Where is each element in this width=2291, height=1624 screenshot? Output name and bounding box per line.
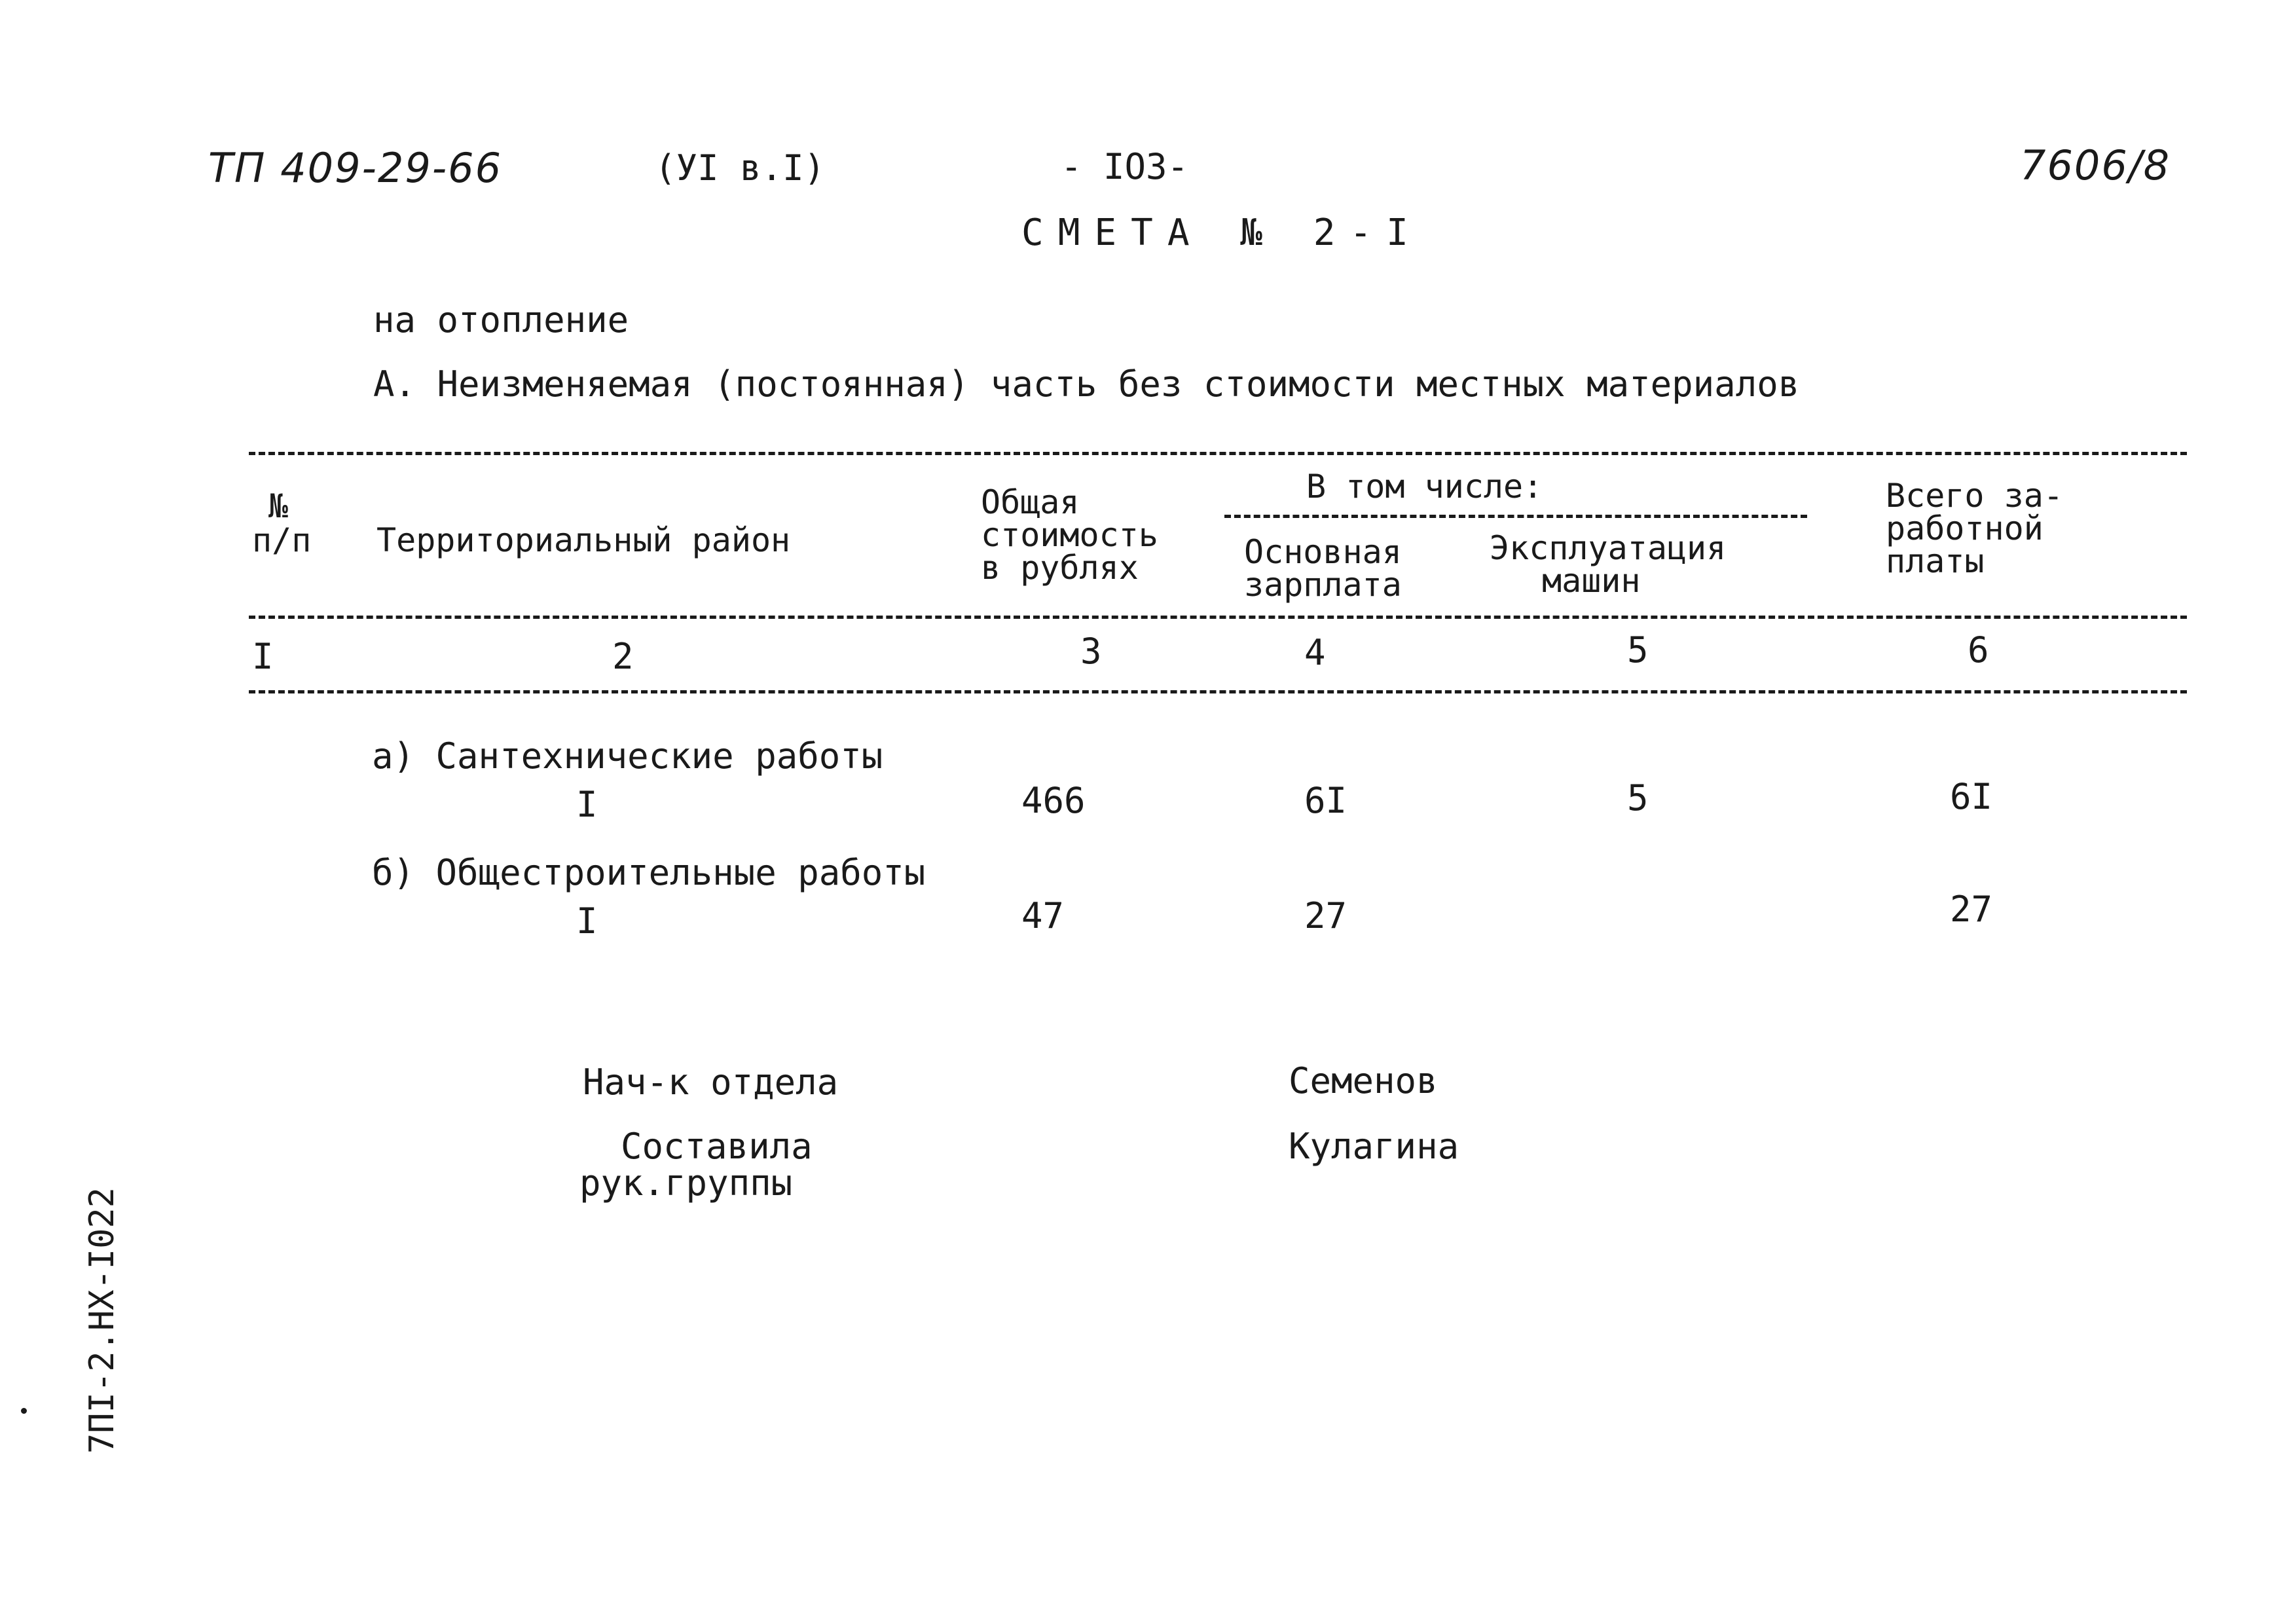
column-number-4: 4 [1304,632,1326,673]
header-total-cost-line1: Общая [981,483,1080,521]
column-number-2: 2 [612,636,634,677]
header-base-salary-line2: зарплата [1244,566,1402,604]
construction-total-salary: 27 [1950,889,1993,930]
side-stamp: 7ПI-2.НХ-I022 [82,1187,122,1454]
header-number-pp: п/п [252,521,312,559]
volume-label: (УI в.I) [655,147,826,189]
header-total-salary-line2: работной [1886,509,2044,547]
table-top-rule [249,452,2187,455]
header-number-symbol: № [268,487,289,525]
page-number: - IО3- [1061,146,1189,187]
header-total-salary-line1: Всего за- [1886,477,2063,515]
header-base-salary-line1: Основная [1244,533,1402,571]
construction-base-salary: 27 [1304,895,1347,936]
subheader-rule [1224,515,1807,518]
header-total-cost-line2: стоимость [981,516,1158,554]
header-district: Территориальный район [376,521,791,559]
column-number-5: 5 [1627,629,1649,671]
header-bottom-rule [249,616,2187,619]
compiler-name: Кулагина [1289,1126,1459,1167]
compiler-title: Составила [621,1126,813,1167]
head-of-department-name: Семенов [1289,1060,1438,1101]
header-machines-line2: машин [1542,562,1641,600]
head-of-department-title: Нач-к отдела [583,1061,839,1103]
page-title: СМЕТА № 2-I [1021,212,1423,254]
section-label-plumbing: а) Сантехнические работы [372,735,883,777]
header-total-salary-line3: платы [1886,542,1985,580]
column-number-3: 3 [1080,631,1102,672]
document-code: ТП 409-29-66 [208,144,503,192]
plumbing-machines: 5 [1627,777,1649,819]
archive-number: 7606/8 [2020,141,2171,189]
section-label-construction: б) Общестроительные работы [372,852,926,893]
header-including: В том числе: [1306,468,1543,506]
estimate-subject: на отопление [373,299,629,341]
plumbing-total-salary: 6I [1950,776,1993,817]
column-numbers-bottom-rule [249,690,2187,693]
column-number-6: 6 [1968,629,1989,671]
margin-dot [21,1408,27,1414]
construction-district: I [576,900,598,942]
header-total-cost-line3: в рублях [981,549,1139,587]
column-number-1: I [252,636,274,677]
header-machines-line1: Эксплуатация [1490,529,1727,567]
plumbing-district: I [576,784,598,825]
compiler-subtitle: рук.группы [579,1162,793,1204]
section-a-heading: А. Неизменяемая (постоянная) часть без стоимости местных материалов [373,363,1800,405]
construction-total-cost: 47 [1021,895,1065,936]
plumbing-total-cost: 466 [1021,780,1086,821]
plumbing-base-salary: 6I [1304,780,1347,821]
